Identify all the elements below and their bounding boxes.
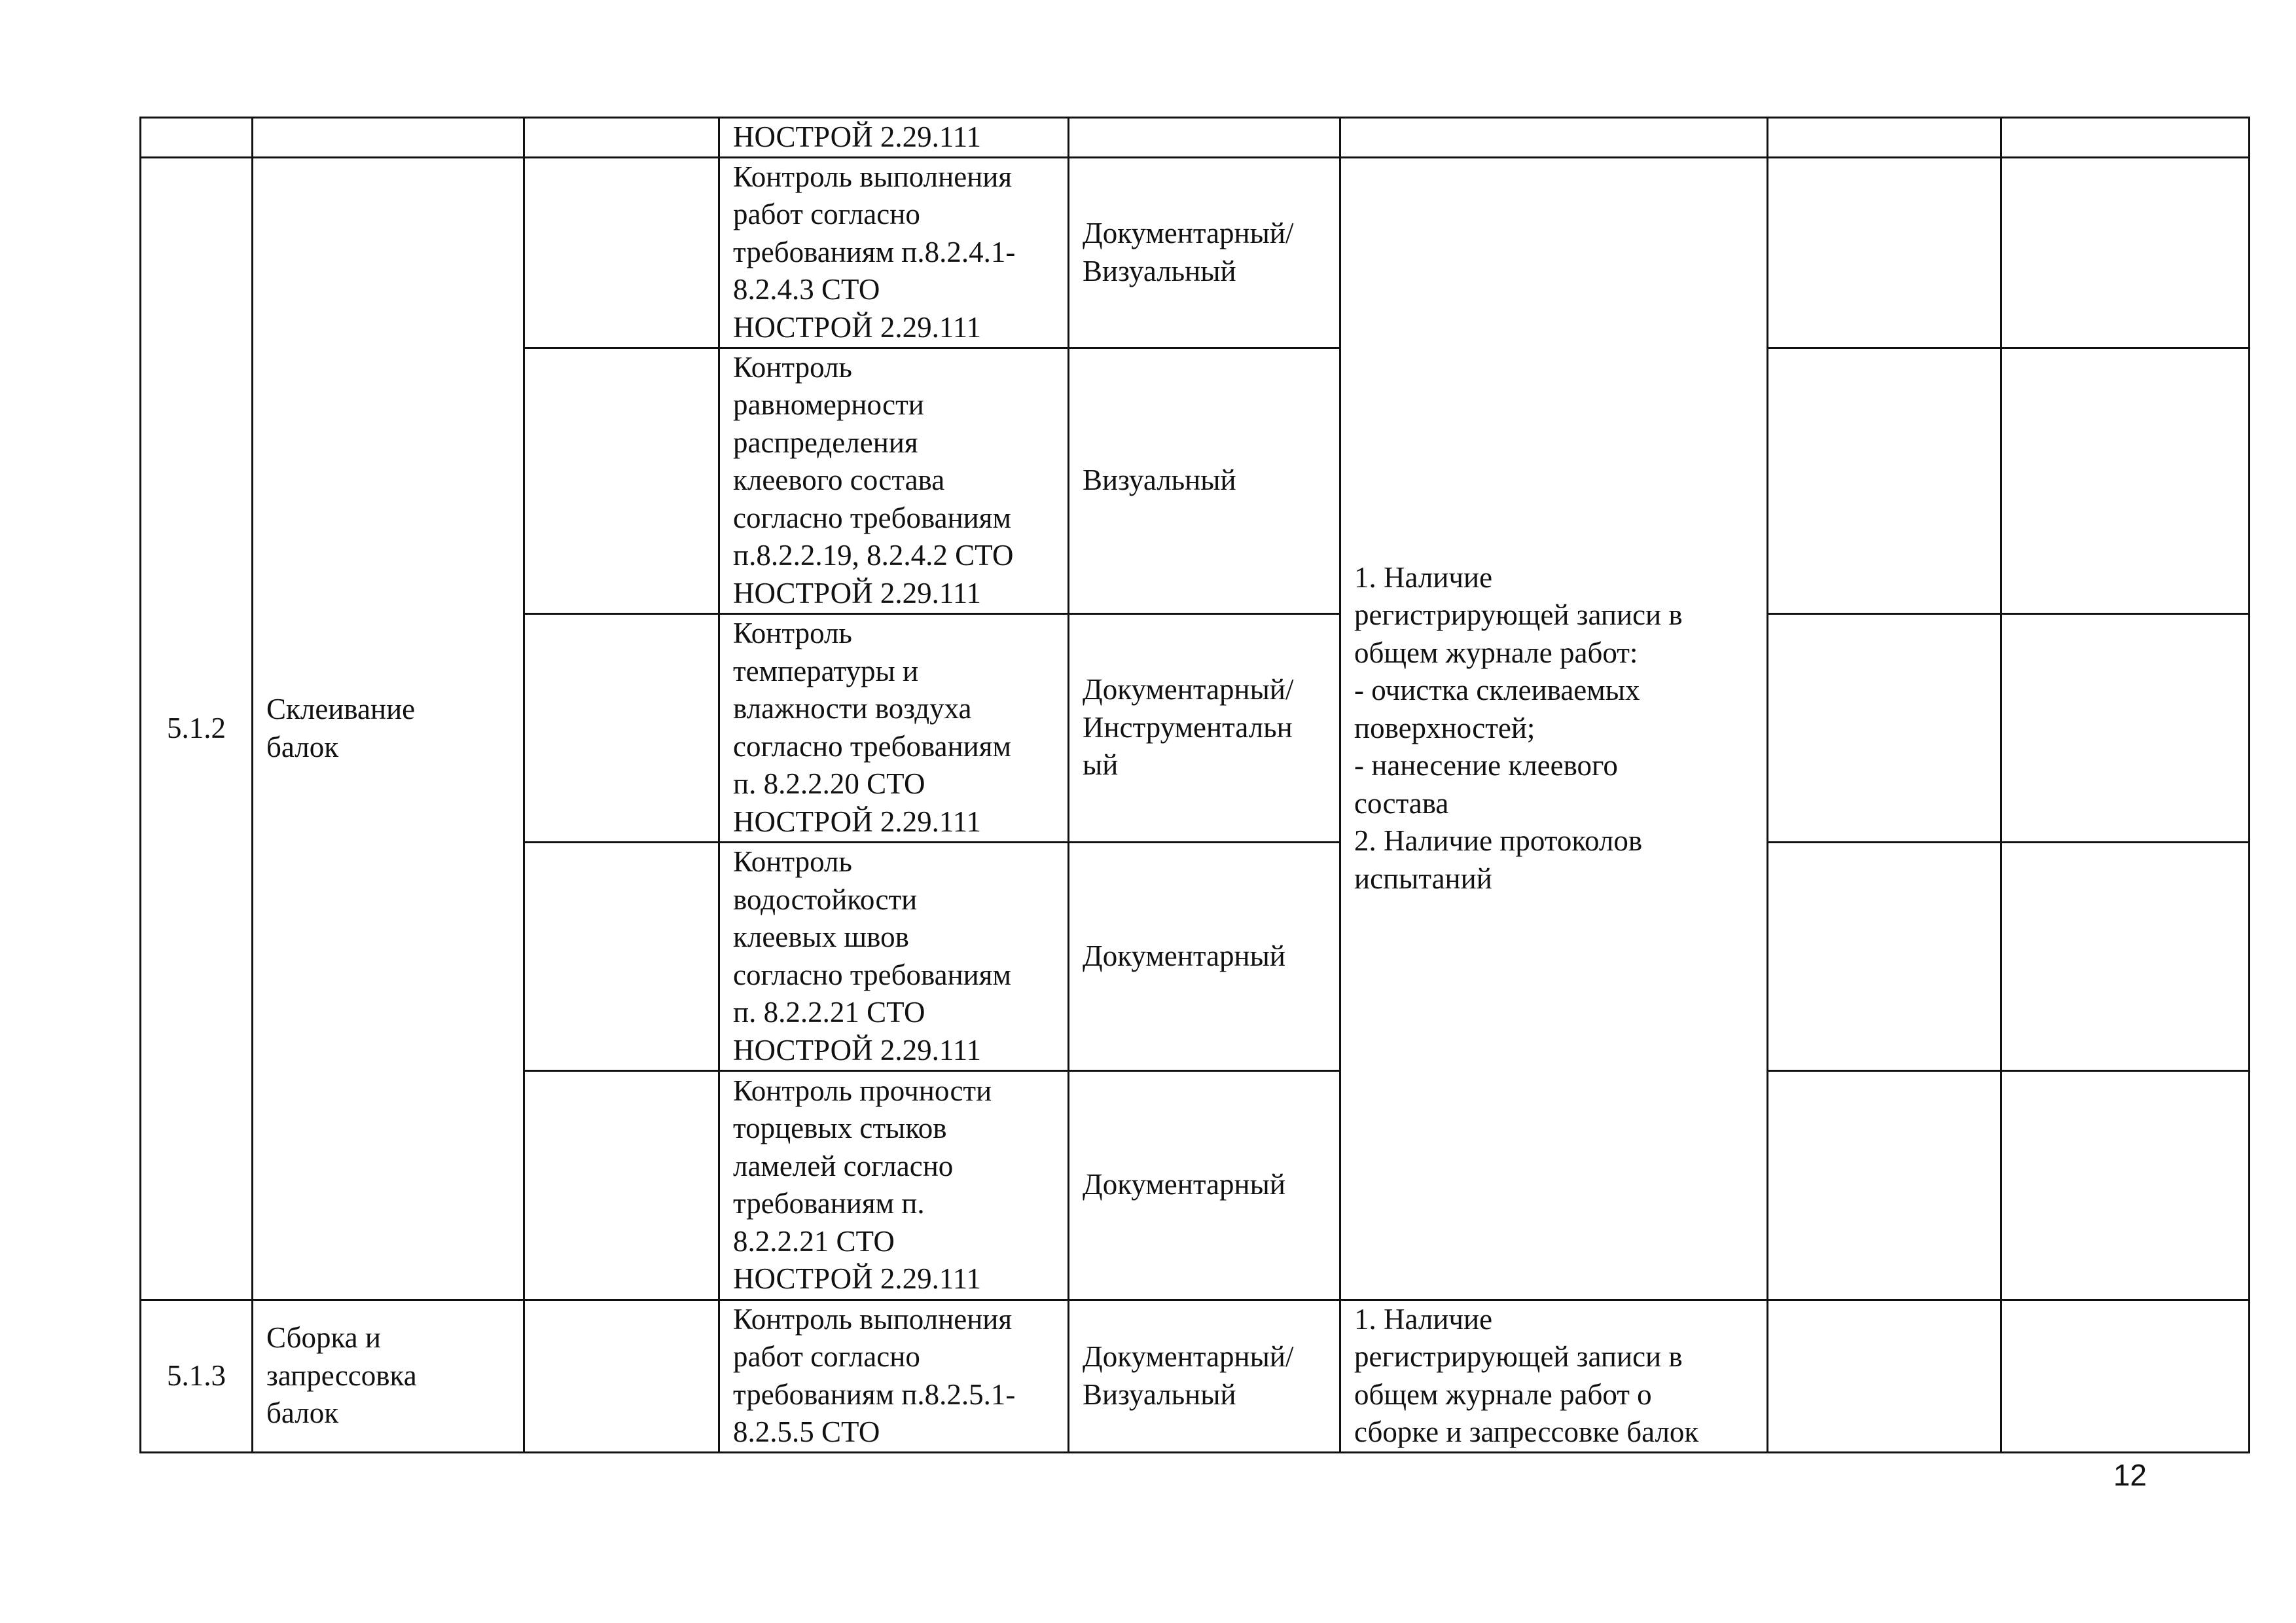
cell-criteria — [1340, 118, 1768, 158]
cell-blank — [2001, 118, 2250, 158]
cell-procedure: Контроль водостойкости клеевых швов согласно требованиям п. 8.2.2.21 СТО НОСТРОЙ 2.29.111 — [719, 842, 1069, 1070]
cell-blank — [524, 348, 719, 613]
cell-procedure: Контроль выполнения работ согласно требованиям п.8.2.5.1- 8.2.5.5 СТО — [719, 1300, 1069, 1452]
cell-method: Документарный/ Инструментальн ый — [1069, 613, 1340, 842]
cell-blank — [1768, 1070, 2001, 1300]
quality-control-table — [139, 117, 2250, 1453]
cell-blank — [2001, 157, 2250, 348]
table-row-continuation — [141, 118, 2250, 158]
cell-method: Документарный/ Визуальный — [1069, 157, 1340, 348]
cell-blank — [524, 118, 719, 158]
cell-blank — [2001, 348, 2250, 613]
cell-blank — [1768, 118, 2001, 158]
cell-procedure: Контроль выполнения работ согласно требованиям п.8.2.4.1- 8.2.4.3 СТО НОСТРОЙ 2.29.111 — [719, 157, 1069, 348]
cell-blank — [524, 613, 719, 842]
cell-method: Визуальный — [1069, 348, 1340, 613]
cell-blank — [2001, 613, 2250, 842]
cell-blank — [1768, 613, 2001, 842]
cell-number: 5.1.2 — [141, 157, 253, 1300]
cell-blank — [524, 842, 719, 1070]
cell-blank — [1768, 157, 2001, 348]
cell-blank — [1768, 842, 2001, 1070]
cell-blank — [2001, 842, 2250, 1070]
cell-procedure: Контроль равномерности распределения клеевого состава согласно требованиям п.8.2.2.19, 8.2.4.2 СТО НОСТРОЙ 2.29.111 — [719, 348, 1069, 613]
cell-number: 5.1.3 — [141, 1300, 253, 1452]
cell-procedure: НОСТРОЙ 2.29.111 — [719, 118, 1069, 158]
cell-criteria: 1. Наличие регистрирующей записи в общем журнале работ: - очистка склеиваемых поверхностей; - нанесение клеевого состава 2. Наличие протоколов испытаний — [1340, 157, 1768, 1300]
cell-procedure: Контроль прочности торцевых стыков ламелей согласно требованиям п. 8.2.2.21 СТО НОСТРОЙ 2.29.111 — [719, 1070, 1069, 1300]
cell-blank — [524, 157, 719, 348]
table-row — [141, 1300, 2250, 1452]
cell-procedure: Контроль температуры и влажности воздуха согласно требованиям п. 8.2.2.20 СТО НОСТРОЙ 2.29.111 — [719, 613, 1069, 842]
table-row — [141, 157, 2250, 348]
cell-method — [1069, 118, 1340, 158]
cell-criteria: 1. Наличие регистрирующей записи в общем журнале работ о сборке и запрессовке балок — [1340, 1300, 1768, 1452]
cell-number — [141, 118, 253, 158]
cell-blank — [524, 1300, 719, 1452]
cell-blank — [1768, 348, 2001, 613]
cell-stage: Склеивание балок — [253, 157, 524, 1300]
cell-method: Документарный/ Визуальный — [1069, 1300, 1340, 1452]
page-number: 12 — [2113, 1458, 2147, 1492]
cell-blank — [2001, 1300, 2250, 1452]
cell-stage — [253, 118, 524, 158]
cell-stage: Сборка и запрессовка балок — [253, 1300, 524, 1452]
cell-blank — [524, 1070, 719, 1300]
cell-method: Документарный — [1069, 1070, 1340, 1300]
cell-blank — [2001, 1070, 2250, 1300]
cell-blank — [1768, 1300, 2001, 1452]
cell-method: Документарный — [1069, 842, 1340, 1070]
